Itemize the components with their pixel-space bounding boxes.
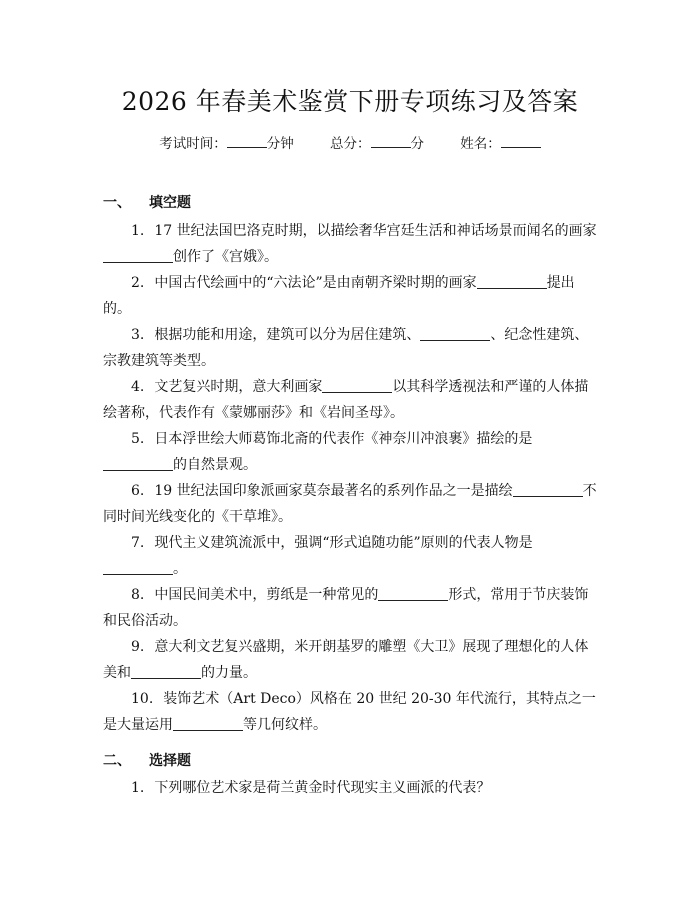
answer-blank[interactable] [420,326,490,341]
answer-blank[interactable] [103,560,173,575]
time-blank[interactable] [227,146,267,148]
fill-question-5: 5. 日本浮世绘大师葛饰北斋的代表作《神奈川冲浪裹》描绘的是的自然景观。 [103,426,600,478]
answer-blank[interactable] [173,716,243,731]
answer-blank[interactable] [378,586,448,601]
name-label: 姓名： [460,136,501,152]
fill-question-3: 3. 根据功能和用途，建筑可以分为居住建筑、 、纪念性建筑、宗教建筑等类型。 [103,327,589,369]
fill-question-7: 7. 现代主义建筑流派中，强调“形式追随功能”原则的代表人物是。 [103,530,600,582]
answer-blank[interactable] [322,378,392,393]
score-blank[interactable] [371,146,411,148]
fill-question-4: 4. 文艺复兴时期，意大利画家 以其科学透视法和严谨的人体描绘著称，代表作有《蒙娜丽莎》和《岩间圣母》。 [103,379,589,421]
exam-name [460,132,541,152]
fill-question-1: 1. 17 世纪法国巴洛克时期，以描绘奢华宫廷生活和神话场景而闻名的画家创作了《宫娥》。 [103,218,600,270]
answer-blank[interactable] [103,456,173,471]
page-title: 2026 年春美术鉴赏下册专项练习及答案 [121,87,579,116]
fill-question-6: 6. 19 世纪法国印象派画家莫奈最著名的系列作品之一是描绘 不同时间光线变化的《干草堆》。 [103,483,597,525]
fill-question-8: 8. 中国民间美术中，剪纸是一种常见的 形式，常用于节庆装饰和民俗活动。 [103,587,589,629]
answer-blank[interactable] [131,664,201,679]
section-label: 选择题 [149,753,191,769]
answer-blank[interactable] [513,482,583,497]
section-choice-title [103,750,191,770]
fill-question-10: 10. 装饰艺术（Art Deco）风格在 20 世纪 20-30 年代流行，其特点之一是大量运用 等几何纹样。 [103,691,596,733]
exam-time [159,132,294,152]
score-label: 总分： [330,136,371,152]
section-label: 填空题 [149,195,191,211]
section-fill-in-title [103,192,191,212]
section-number: 一、 [103,195,131,211]
fill-question-9: 9. 意大利文艺复兴盛期，米开朗基罗的雕塑《大卫》展现了理想化的人体美和 的力量。 [103,639,589,681]
time-label: 考试时间： [159,136,227,152]
fill-question-2: 2. 中国古代绘画中的“六法论”是由南朝齐梁时期的画家 提出的。 [103,275,575,317]
exam-meta [0,132,700,152]
score-unit: 分 [410,136,424,152]
choice-question-1: 1. 下列哪位艺术家是荷兰黄金时代现实主义画派的代表？ [131,780,491,796]
answer-blank[interactable] [477,274,547,289]
section-number: 二、 [103,753,131,769]
answer-blank[interactable] [103,248,173,263]
time-unit: 分钟 [266,136,294,152]
name-blank[interactable] [501,146,541,148]
exam-score [330,132,424,152]
